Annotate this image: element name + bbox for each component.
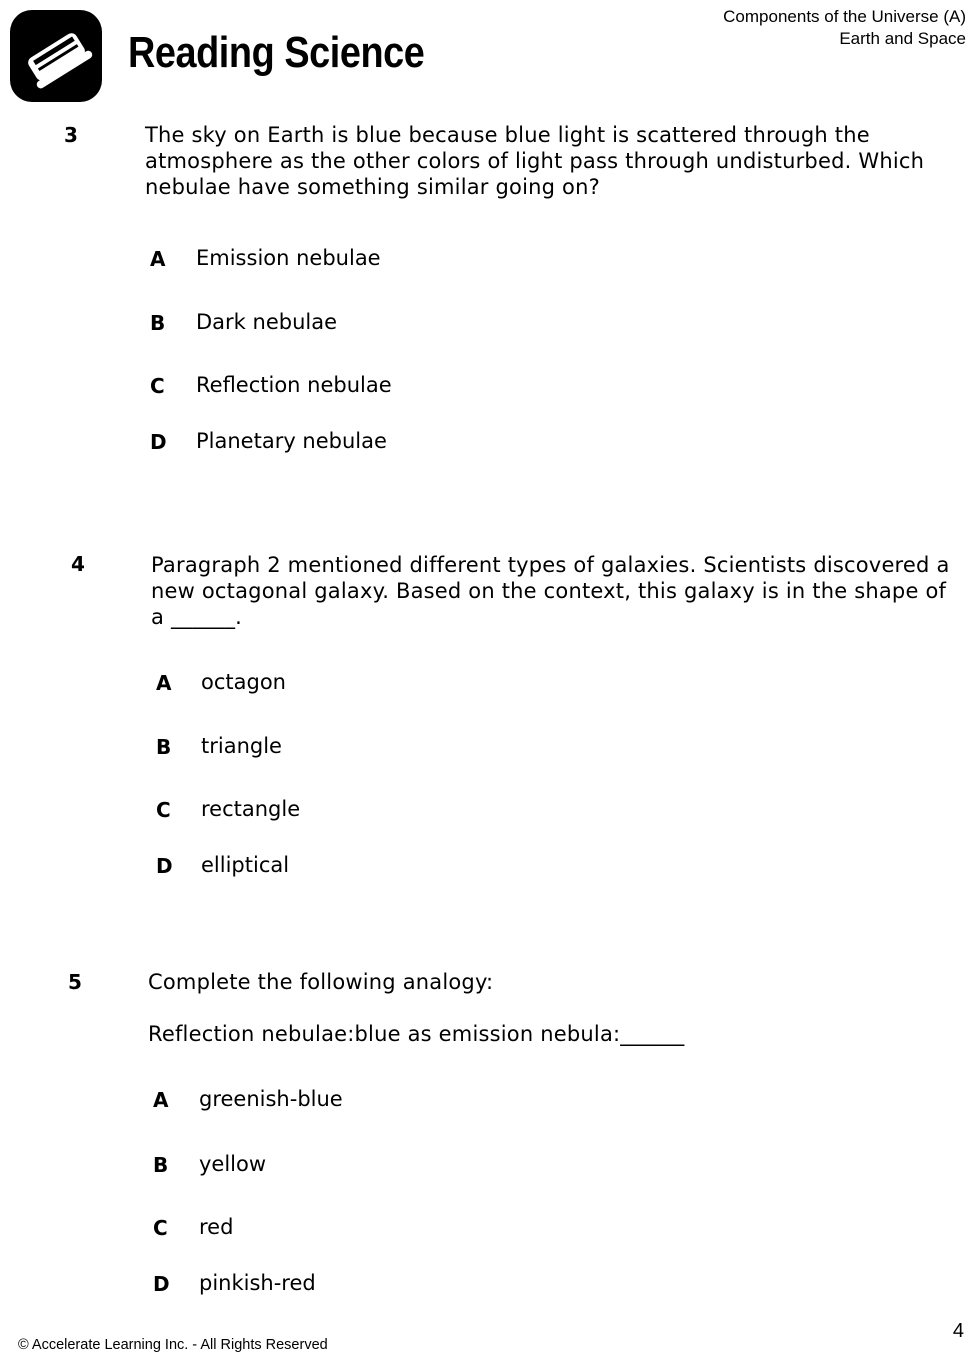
option-letter: A [150, 247, 166, 271]
brand-title: Reading Science [128, 28, 425, 77]
option-text[interactable]: yellow [199, 1152, 267, 1176]
header-info [723, 6, 966, 50]
option-text[interactable]: octagon [201, 670, 286, 694]
option-letter: C [150, 374, 165, 398]
question-text: Complete the following analogy: [148, 970, 494, 994]
question-number: 5 [68, 970, 82, 994]
option-text[interactable]: greenish-blue [199, 1087, 343, 1111]
page-number: 4 [952, 1320, 964, 1342]
option-letter: D [153, 1272, 170, 1296]
option-text[interactable]: triangle [201, 734, 282, 758]
option-letter: D [156, 854, 173, 878]
analogy-text: Reflection nebulae:blue as emission nebula:______ [148, 1022, 685, 1046]
option-letter: A [156, 671, 172, 695]
question-number: 4 [71, 552, 85, 576]
question-text: Paragraph 2 mentioned different types of galaxies. Scientists discovered a new octagonal galaxy. Based on the context, this galaxy is in the shape of a ______. [151, 553, 950, 629]
book-logo-icon [10, 10, 102, 102]
question-text: The sky on Earth is blue because blue light is scattered through the atmosphere as the other colors of light pass through undisturbed. Which nebulae have something similar going on? [145, 123, 925, 199]
option-text[interactable]: Dark nebulae [196, 310, 338, 334]
option-text[interactable]: rectangle [201, 797, 301, 821]
option-letter: C [153, 1216, 168, 1240]
option-letter: B [153, 1153, 169, 1177]
question-number: 3 [64, 123, 78, 147]
option-text[interactable]: pinkish-red [199, 1271, 316, 1295]
option-text[interactable]: Emission nebulae [196, 246, 381, 270]
option-text[interactable]: Reflection nebulae [196, 373, 392, 397]
copyright-footer: © Accelerate Learning Inc. - All Rights Reserved [18, 1337, 328, 1353]
option-letter: C [156, 798, 171, 822]
option-letter: A [153, 1088, 169, 1112]
option-letter: B [150, 311, 166, 335]
option-letter: D [150, 430, 167, 454]
subject-label: Earth and Space [839, 29, 966, 48]
unit-title: Components of the Universe (A) [723, 7, 966, 26]
option-letter: B [156, 735, 172, 759]
option-text[interactable]: elliptical [201, 853, 290, 877]
option-text[interactable]: red [199, 1215, 234, 1239]
option-text[interactable]: Planetary nebulae [196, 429, 387, 453]
